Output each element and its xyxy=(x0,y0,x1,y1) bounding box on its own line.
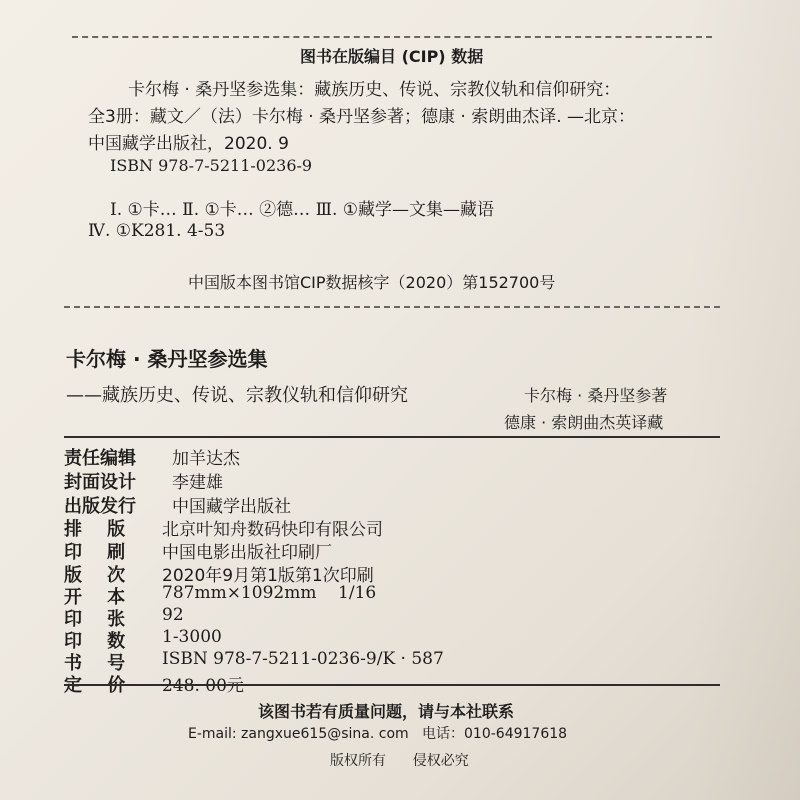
page-edge-shadow xyxy=(690,0,800,800)
cip-verification-number: 中国版本图书馆CIP数据核字（2020）第152700号 xyxy=(188,273,556,292)
detail-label: 印 刷 xyxy=(64,542,126,563)
book-title: 卡尔梅 · 桑丹坚参选集 xyxy=(66,347,268,371)
detail-label: 定 价 xyxy=(64,675,126,696)
cip-classification-line-1: Ⅰ. ①卡… Ⅱ. ①卡… ②德… Ⅲ. ①藏学—文集—藏语 xyxy=(110,200,495,220)
book-translator: 德康 · 索朗曲杰英译藏 xyxy=(504,413,664,432)
detail-value: 2020年9月第1版第1次印刷 xyxy=(162,566,374,586)
middle-dashed-rule xyxy=(64,306,720,308)
detail-label: 排 版 xyxy=(64,519,126,540)
detail-label: 封面设计 xyxy=(64,472,136,493)
detail-label: 开 本 xyxy=(64,587,126,608)
detail-label: 版 次 xyxy=(64,565,126,586)
cip-entry-line-3: 中国藏学出版社，2020. 9 xyxy=(88,134,289,154)
detail-value: 中国电影出版社印刷厂 xyxy=(162,543,332,563)
detail-value: 北京叶知舟数码快印有限公司 xyxy=(162,520,383,540)
detail-value: 中国藏学出版社 xyxy=(172,497,291,517)
detail-value: 92 xyxy=(162,605,184,625)
cip-heading: 图书在版编目 (CIP) 数据 xyxy=(300,47,484,66)
contact-info: E-mail: zangxue615@sina. com 电话：010-64917618 xyxy=(188,726,568,742)
book-subtitle: ——藏族历史、传说、宗教仪轨和信仰研究 xyxy=(66,385,408,406)
detail-label: 出版发行 xyxy=(64,496,136,517)
detail-value: 248. 00元 xyxy=(162,676,244,696)
detail-label: 印 张 xyxy=(64,609,126,630)
detail-value: 1-3000 xyxy=(162,627,222,647)
details-top-rule xyxy=(64,436,720,438)
detail-value: ISBN 978-7-5211-0236-9/K · 587 xyxy=(162,649,444,669)
detail-value: 李建雄 xyxy=(172,473,223,493)
detail-label: 责任编辑 xyxy=(64,448,136,469)
book-author: 卡尔梅 · 桑丹坚参著 xyxy=(524,386,668,405)
detail-label: 书 号 xyxy=(64,653,126,674)
cip-isbn: ISBN 978-7-5211-0236-9 xyxy=(110,156,313,175)
cip-classification-line-2: Ⅳ. ①K281. 4-53 xyxy=(88,221,226,241)
details-bottom-rule xyxy=(64,684,720,686)
detail-value: 加羊达杰 xyxy=(172,449,240,469)
cip-entry-line-1: 卡尔梅 · 桑丹坚参选集：藏族历史、传说、宗教仪轨和信仰研究： xyxy=(128,80,621,100)
quality-notice: 该图书若有质量问题，请与本社联系 xyxy=(258,702,515,721)
top-dashed-rule xyxy=(72,36,712,38)
cip-entry-line-2: 全3册：藏文／（法）卡尔梅 · 桑丹坚参著；德康 · 索朗曲杰译. —北京： xyxy=(88,107,636,127)
detail-value: 787mm×1092mm 1/16 xyxy=(162,583,377,603)
copyright-notice: 版权所有 侵权必究 xyxy=(330,753,469,769)
detail-label: 印 数 xyxy=(64,631,126,652)
